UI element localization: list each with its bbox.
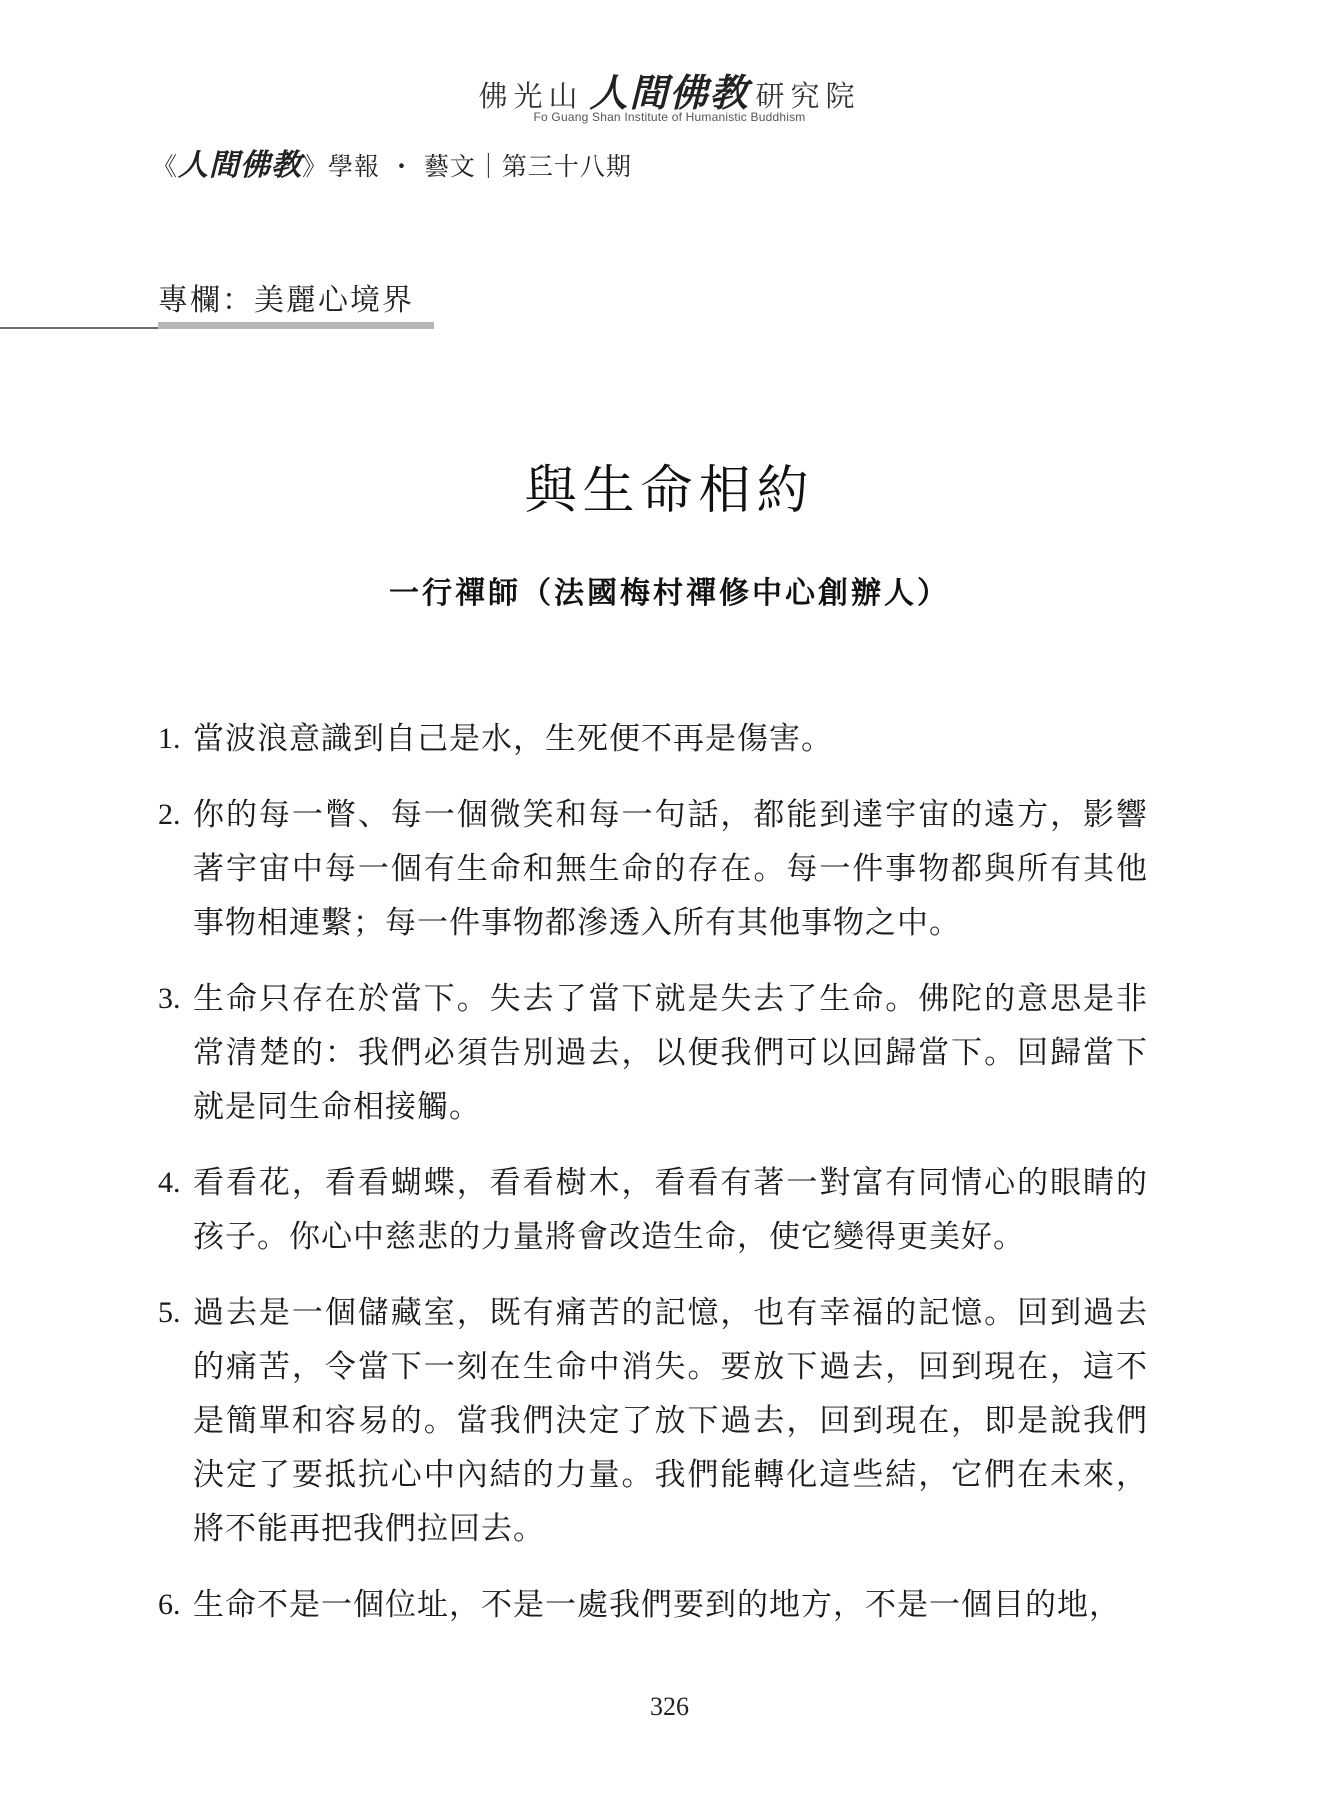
institute-english-name: Fo Guang Shan Institute of Humanistic Buddhism (533, 110, 806, 124)
journal-section-info: 》學報 ・ 藝文｜第三十八期 (302, 152, 632, 181)
institute-suffix: 研究院 (755, 79, 861, 113)
item-number: 5. (158, 1296, 181, 1329)
journal-running-header (152, 140, 632, 184)
item-text: 生命不是一個位址，不是一處我們要到的地方，不是一個目的地， (193, 1587, 1121, 1623)
institute-prefix: 佛光山 (478, 79, 584, 113)
column-label: 專欄：美麗心境界 (158, 283, 414, 318)
list-item (158, 1286, 1148, 1556)
aphorism-list (158, 712, 1148, 1654)
list-item (158, 712, 1148, 766)
article-title: 與生命相約 (524, 461, 815, 521)
institute-header (0, 62, 1339, 117)
article-author: 一行禪師（法國梅村禪修中心創辦人） (389, 576, 950, 611)
item-text: 當波浪意識到自己是水，生死便不再是傷害。 (193, 721, 833, 757)
list-item (158, 1578, 1148, 1632)
list-item (158, 972, 1148, 1134)
column-underline-bar (158, 322, 434, 329)
item-text: 你的每一瞥、每一個微笑和每一句話，都能到達宇宙的遠方，影響著宇宙中每一個有生命和無生命的存在。每一件事物都與所有其他事物相連繫；每一件事物都滲透入所有其他事物之中。 (193, 797, 1148, 941)
item-number: 6. (158, 1588, 181, 1621)
journal-open-bracket: 《 (152, 152, 179, 181)
item-text: 過去是一個儲藏室，既有痛苦的記憶，也有幸福的記憶。回到過去的痛苦，令當下一刻在生命中消失。要放下過去，回到現在，這不是簡單和容易的。當我們決定了放下過去，回到現在，即是說我們決定了要抵抗心中內結的力量。我們能轉化這些結，它們在未來，將不能再把我們拉回去。 (193, 1295, 1148, 1547)
item-text: 看看花，看看蝴蝶，看看樹木，看看有著一對富有同情心的眼睛的孩子。你心中慈悲的力量將會改造生命，使它變得更美好。 (193, 1165, 1148, 1255)
institute-brand-logo: 人間佛教 (589, 70, 750, 115)
journal-brand: 人間佛教 (178, 148, 303, 183)
list-item (158, 788, 1148, 950)
page-number: 326 (650, 1692, 689, 1721)
item-text: 生命只存在於當下。失去了當下就是失去了生命。佛陀的意思是非常清楚的：我們必須告別過去，以便我們可以回歸當下。回歸當下就是同生命相接觸。 (193, 981, 1148, 1125)
list-item (158, 1156, 1148, 1264)
item-number: 1. (158, 722, 181, 755)
item-number: 3. (158, 982, 181, 1015)
item-number: 4. (158, 1166, 181, 1199)
item-number: 2. (158, 798, 181, 831)
